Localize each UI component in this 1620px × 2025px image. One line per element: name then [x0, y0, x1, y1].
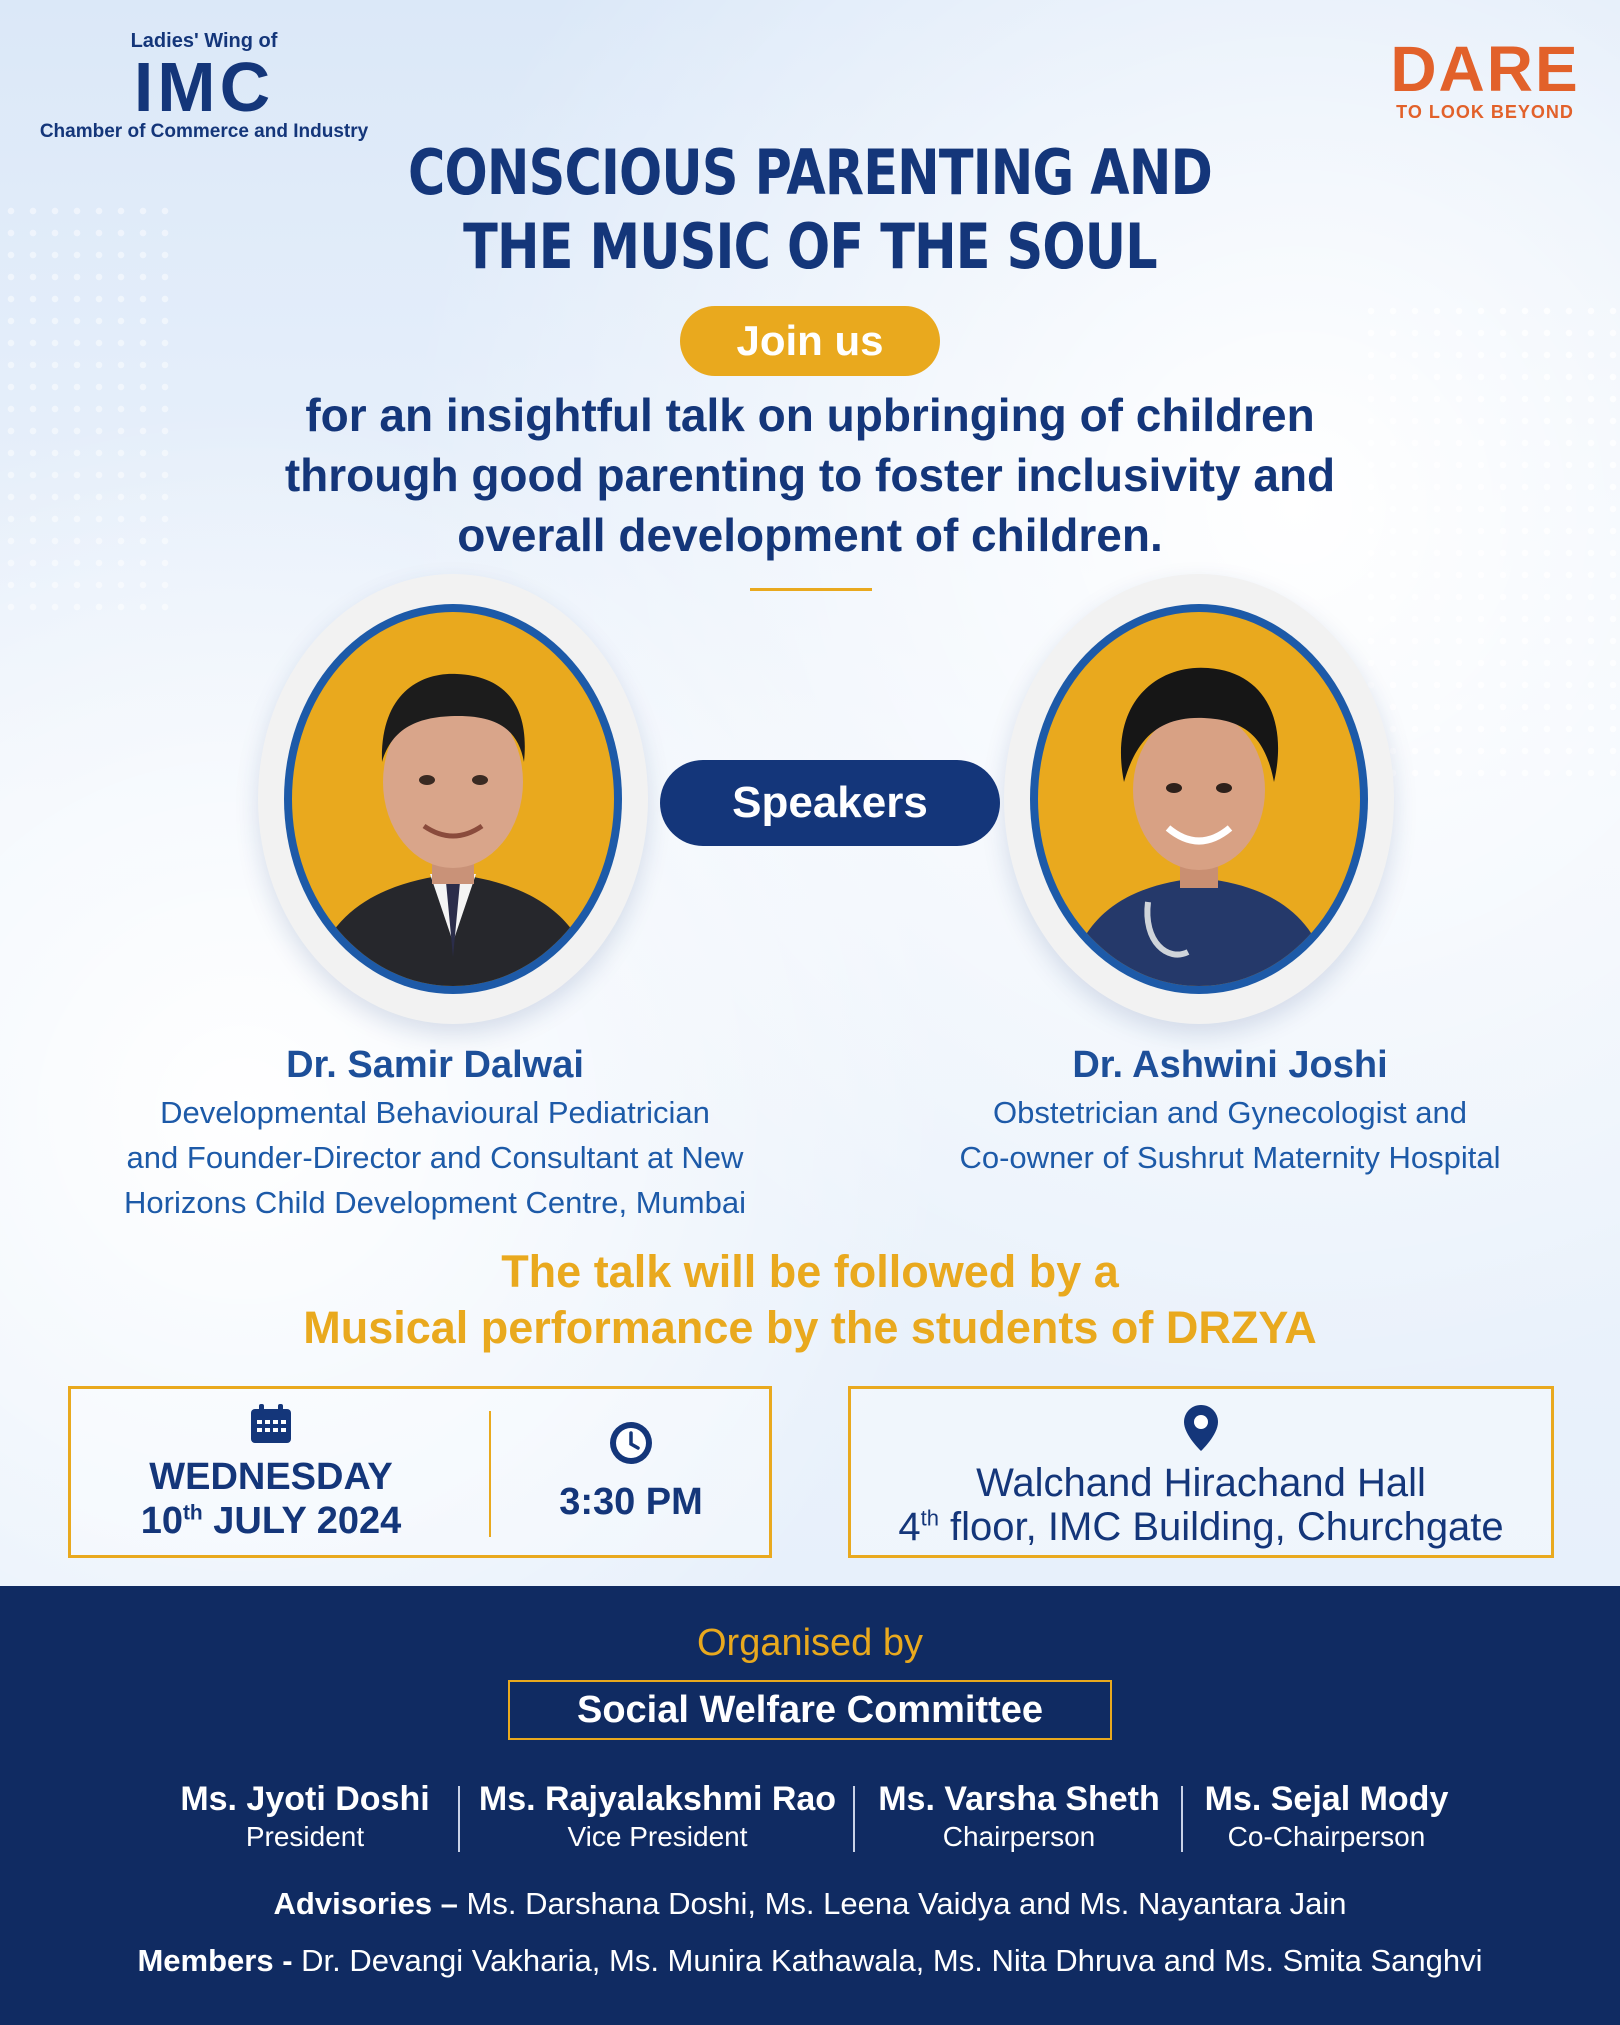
committee-name: Social Welfare Committee	[508, 1680, 1112, 1740]
speaker-desc-line1: Developmental Behavioural Pediatrician	[160, 1095, 710, 1130]
event-date: 10th JULY 2024	[140, 1500, 402, 1542]
advisories-line: Advisories – Ms. Darshana Doshi, Ms. Leena Vaidya and Ms. Nayantara Jain	[273, 1886, 1347, 1921]
time-block	[491, 1419, 771, 1524]
imc-logo-line3: Chamber of Commerce and Industry	[39, 121, 369, 142]
speaker-desc-line2: and Founder-Director and Consultant at New	[126, 1140, 744, 1175]
officer-co-chairperson: Ms. Sejal Mody Co-Chairperson	[1204, 1780, 1449, 1852]
portrait-background	[292, 612, 614, 986]
portrait-background	[1038, 612, 1360, 986]
location-pin-icon	[851, 1403, 1551, 1453]
speaker-photo-woman	[1038, 612, 1360, 986]
speaker-info-right	[880, 1040, 1580, 1180]
venue-box	[848, 1386, 1554, 1558]
dare-logo-wordmark: DARE	[1390, 33, 1580, 105]
section-divider	[750, 588, 872, 591]
imc-logo-wordmark: IMC	[133, 48, 275, 126]
event-title-line2: THE MUSIC OF THE SOUL	[463, 210, 1157, 283]
followed-line2: Musical performance by the students of DRZYA	[303, 1302, 1317, 1353]
event-description	[180, 385, 1440, 565]
speaker-desc-line2: Co-owner of Sushrut Maternity Hospital	[959, 1140, 1501, 1175]
speaker-photo-man	[292, 612, 614, 986]
dare-logo	[1380, 33, 1590, 123]
calendar-icon	[71, 1403, 471, 1445]
venue-block	[851, 1403, 1551, 1549]
event-time: 3:30 PM	[559, 1481, 703, 1523]
description-line2: through good parenting to foster inclusivity and	[284, 449, 1336, 501]
imc-logo	[34, 30, 374, 143]
speaker-desc-line3: Horizons Child Development Centre, Mumbai	[124, 1185, 746, 1220]
date-time-box	[68, 1386, 772, 1558]
members-line: Members - Dr. Devangi Vakharia, Ms. Munira Kathawala, Ms. Nita Dhruva and Ms. Smita Sanghvi	[137, 1943, 1483, 1978]
join-us-badge: Join us	[680, 306, 940, 376]
followed-line1: The talk will be followed by a	[501, 1246, 1119, 1297]
dare-logo-tagline: TO LOOK BEYOND	[1396, 102, 1574, 122]
officer-chairperson: Ms. Varsha Sheth Chairperson	[855, 1778, 1183, 1856]
venue-address: 4th floor, IMC Building, Churchgate	[898, 1505, 1504, 1549]
officer-vice-president: Ms. Rajyalakshmi Rao Vice President	[460, 1778, 855, 1856]
event-title-line1: CONSCIOUS PARENTING AND	[408, 136, 1212, 209]
description-line1: for an insightful talk on upbringing of children	[305, 389, 1315, 441]
speakers-label: Speakers	[660, 760, 1000, 846]
speaker-name: Dr. Ashwini Joshi	[1072, 1044, 1388, 1086]
musical-performance-note	[0, 1244, 1620, 1356]
event-day: WEDNESDAY	[149, 1456, 393, 1498]
speaker-portrait-left	[258, 574, 648, 1024]
organised-by-label: Organised by	[696, 1622, 923, 1664]
speaker-desc-line1: Obstetrician and Gynecologist and	[993, 1095, 1467, 1130]
event-title	[146, 136, 1474, 284]
description-line3: overall development of children.	[457, 509, 1163, 561]
venue-hall: Walchand Hirachand Hall	[976, 1461, 1426, 1505]
imc-logo-line1: Ladies' Wing of	[130, 30, 278, 52]
speaker-portrait-right	[1004, 574, 1394, 1024]
officers-list	[150, 1778, 1470, 1856]
speaker-info-left	[60, 1040, 810, 1225]
speaker-name: Dr. Samir Dalwai	[286, 1044, 584, 1086]
clock-icon	[491, 1419, 771, 1467]
officer-president: Ms. Jyoti Doshi President	[150, 1778, 460, 1856]
organisers-footer	[0, 1586, 1620, 2025]
date-block	[71, 1403, 471, 1543]
